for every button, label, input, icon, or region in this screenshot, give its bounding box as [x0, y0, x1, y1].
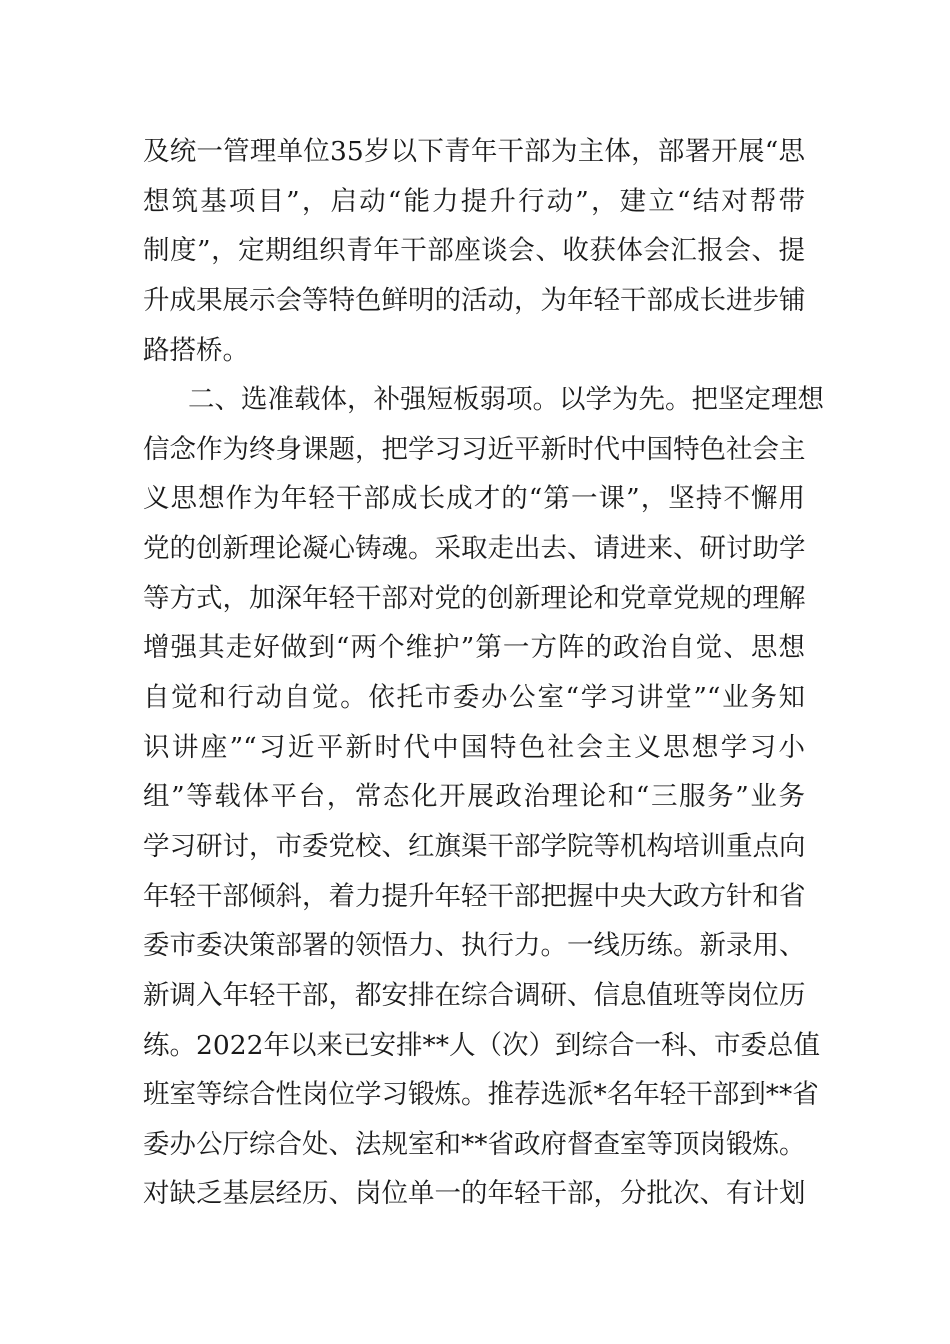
text-line: 组”等载体平台，常态化开展政治理论和“三服务”业务 — [143, 781, 805, 813]
text-line: 新调入年轻干部，都安排在综合调研、信息值班等岗位历 — [143, 979, 806, 1011]
text-line: 义思想作为年轻干部成长成才的“第一课”，坚持不懈用 — [143, 483, 805, 515]
text-line: 自觉和行动自觉。依托市委办公室“学习讲堂”“业务知 — [143, 682, 805, 714]
text-line: 委办公厅综合处、法规室和**省政府督查室等顶岗锻炼。 — [143, 1128, 806, 1160]
document-body — [143, 127, 824, 1219]
text-line: 升成果展示会等特色鲜明的活动，为年轻干部成长进步铺 — [143, 284, 806, 316]
text-line: 想筑基项目”，启动“能力提升行动”，建立“结对帮带 — [143, 185, 805, 217]
text-line: 识讲座”“习近平新时代中国特色社会主义思想学习小 — [143, 731, 805, 763]
text-line: 及统一管理单位35岁以下青年干部为主体，部署开展“思 — [143, 136, 805, 167]
text-line: 对缺乏基层经历、岗位单一的年轻干部，分批次、有计划 — [143, 1178, 806, 1210]
text-line: 路搭桥。 — [143, 334, 249, 366]
text-line: 增强其走好做到“两个维护”第一方阵的政治自觉、思想 — [143, 632, 805, 664]
text-line: 委市委决策部署的领悟力、执行力。一线历练。新录用、 — [143, 930, 806, 962]
text-line: 制度”，定期组织青年干部座谈会、收获体会汇报会、提 — [143, 235, 805, 267]
text-line: 等方式，加深年轻干部对党的创新理论和党章党规的理解 — [143, 582, 806, 614]
text-line: 学习研讨，市委党校、红旗渠干部学院等机构培训重点向 — [143, 830, 806, 862]
text-line: 班室等综合性岗位学习锻炼。推荐选派*名年轻干部到**省 — [143, 1079, 819, 1111]
text-line: 信念作为终身课题，把学习习近平新时代中国特色社会主 — [143, 433, 806, 465]
text-line: 练。2022年以来已安排**人（次）到综合一科、市委总值 — [143, 1029, 820, 1061]
text-line: 党的创新理论凝心铸魂。采取走出去、请进来、研讨助学 — [143, 533, 806, 565]
section-heading-line: 二、选准载体，补强短板弱项。以学为先。把坚定理想 — [188, 384, 824, 416]
text-line: 年轻干部倾斜，着力提升年轻干部把握中央大政方针和省 — [143, 880, 806, 912]
